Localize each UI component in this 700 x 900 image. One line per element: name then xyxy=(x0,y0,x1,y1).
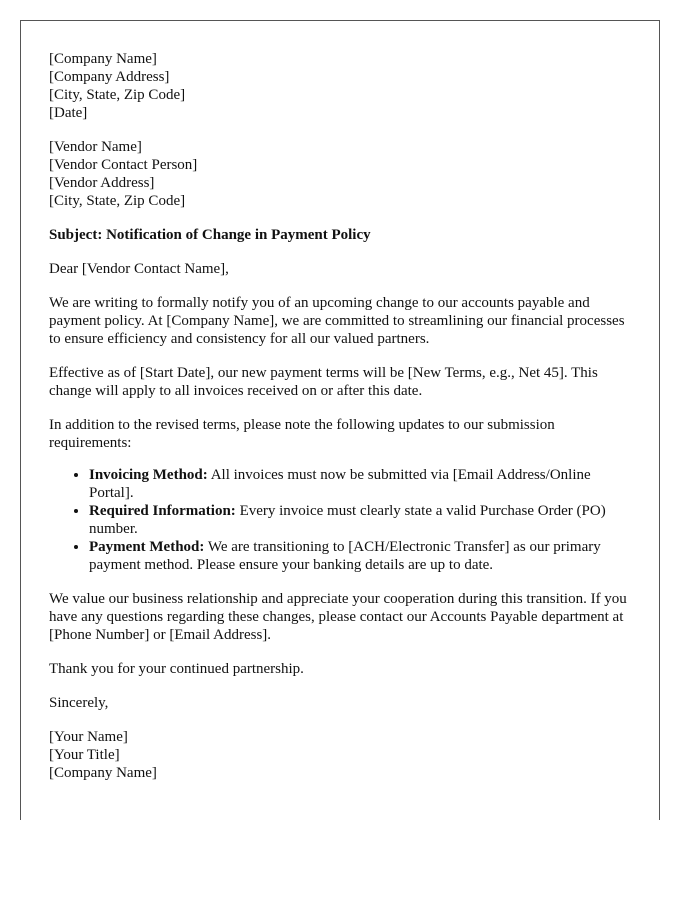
paragraph-updates-intro: In addition to the revised terms, please note the following updates to our submission requirements: xyxy=(49,417,555,451)
recipient-city-state-zip: [City, State, Zip Code] xyxy=(49,193,186,209)
sender-address-block xyxy=(49,50,634,122)
recipient-contact-person: [Vendor Contact Person] xyxy=(49,157,198,173)
signature-title: [Your Title] xyxy=(49,747,120,763)
sender-city-state-zip: [City, State, Zip Code] xyxy=(49,87,186,103)
recipient-vendor-address: [Vendor Address] xyxy=(49,175,155,191)
list-item-payment-method xyxy=(89,538,634,574)
list-item-text: We are transitioning to [ACH/Electronic Transfer] as our primary payment method. Please ensure your banking details are up to date. xyxy=(89,539,601,573)
list-item-text: Every invoice must clearly state a valid Purchase Order (PO) number. xyxy=(89,503,606,537)
signature-company: [Company Name] xyxy=(49,765,157,781)
recipient-address-block xyxy=(49,138,634,210)
signature-name: [Your Name] xyxy=(49,729,128,745)
closing: Sincerely, xyxy=(49,695,109,711)
list-item-text: All invoices must now be submitted via [Email Address/Online Portal]. xyxy=(89,467,591,501)
letter-date: [Date] xyxy=(49,105,88,121)
salutation: Dear [Vendor Contact Name], xyxy=(49,261,229,277)
list-item-label: Payment Method: xyxy=(89,539,205,555)
letter-content xyxy=(49,50,634,798)
sender-company-name: [Company Name] xyxy=(49,51,157,67)
list-item-required-information xyxy=(89,502,634,538)
updates-list xyxy=(49,466,634,574)
signature-block xyxy=(49,728,634,782)
paragraph-intro: We are writing to formally notify you of an upcoming change to our accounts payable and payment policy. At [Company Name], we are committed to streamlining our financial processes to ensure efficiency and consistency for all our valued partners. xyxy=(49,295,625,347)
paragraph-thanks: Thank you for your continued partnership. xyxy=(49,661,304,677)
recipient-vendor-name: [Vendor Name] xyxy=(49,139,142,155)
paragraph-relationship: We value our business relationship and appreciate your cooperation during this transition. If you have any questions regarding these changes, please contact our Accounts Payable department at [Phone Number] or [Email Address]. xyxy=(49,591,627,643)
letter-page xyxy=(20,20,660,820)
list-item-invoicing-method xyxy=(89,466,634,502)
list-item-label: Invoicing Method: xyxy=(89,467,208,483)
paragraph-effective-date: Effective as of [Start Date], our new payment terms will be [New Terms, e.g., Net 45]. This change will apply to all invoices received on or after this date. xyxy=(49,365,598,399)
sender-company-address: [Company Address] xyxy=(49,69,170,85)
letter-subject: Subject: Notification of Change in Payment Policy xyxy=(49,227,371,243)
list-item-label: Required Information: xyxy=(89,503,236,519)
